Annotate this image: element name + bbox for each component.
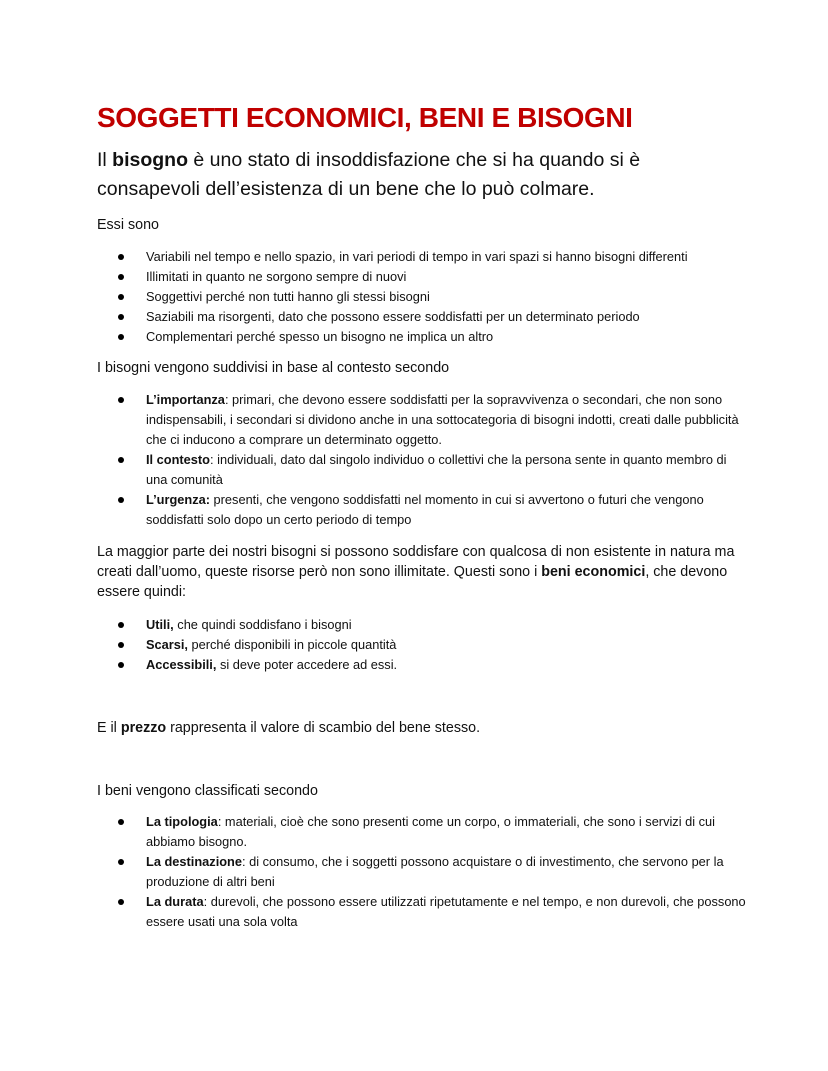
list-item: Utili, che quindi soddisfano i bisogni [97,615,747,635]
bullet-icon [118,457,124,463]
list-item: Accessibili, si deve poter accedere ad essi. [97,655,747,675]
beni-properties-list [97,615,747,675]
list-item: Soggettivi perché non tutti hanno gli stessi bisogni [97,287,747,307]
intro-pre: Il [97,149,113,171]
intro-post: è uno stato di insoddisfazione che si ha quando si è consapevoli dell’esistenza di un bene che lo può colmare. [97,149,641,200]
bullet-icon [118,274,124,280]
bullet-icon [118,254,124,260]
bullet-icon [118,662,124,668]
classification-intro: I beni vengono classificati secondo [97,783,318,799]
bullet-icon [118,642,124,648]
essi-sono-label: Essi sono [97,217,159,233]
list-item: Complementari perché spesso un bisogno ne implica un altro [97,327,747,347]
subdivision-list [97,390,747,530]
document-title: SOGGETTI ECONOMICI, BENI E BISOGNI [97,102,633,133]
bullet-icon [118,819,124,825]
beni-paragraph: La maggior parte dei nostri bisogni si possono soddisfare con qualcosa di non esistente in natura ma creati dall’uomo, queste risorse però non sono illimitate. Questi sono i beni economici, che devono essere quindi: [97,544,735,600]
bullet-icon [118,334,124,340]
list-item: Il contesto: individuali, dato dal singolo individuo o collettivi che la persona sente in quanto membro di una comunità [97,450,747,490]
list-item: La tipologia: materiali, cioè che sono presenti come un corpo, o immateriali, che sono i servizi di cui abbiamo bisogno. [97,812,747,852]
classification-list [97,812,747,932]
bullet-icon [118,397,124,403]
bullet-icon [118,899,124,905]
list-item: L’urgenza: presenti, che vengono soddisfatti nel momento in cui si avvertono o futuri che vengono soddisfatti solo dopo un certo periodo di tempo [97,490,747,530]
list-item: L’importanza: primari, che devono essere soddisfatti per la sopravvivenza o secondari, che non sono indispensabili, i secondari si dividono anche in una sottocategoria di bisogni indotti, creati dalle pubblicità che ci inducono a comprare un determinato oggetto. [97,390,747,450]
list-item: Saziabili ma risorgenti, dato che possono essere soddisfatti per un determinato periodo [97,307,747,327]
list-item: Scarsi, perché disponibili in piccole quantità [97,635,747,655]
intro-bold: bisogno [112,149,188,171]
subdivision-intro: I bisogni vengono suddivisi in base al contesto secondo [97,360,450,376]
list-item: La durata: durevoli, che possono essere utilizzati ripetutamente e nel tempo, e non durevoli, che possono essere usati una sola volta [97,892,747,932]
bullet-icon [118,497,124,503]
bullet-icon [118,622,124,628]
bullet-icon [118,294,124,300]
list-item: La destinazione: di consumo, che i soggetti possono acquistare o di investimento, che servono per la produzione di altri beni [97,852,747,892]
list-item: Variabili nel tempo e nello spazio, in vari periodi di tempo in vari spazi si hanno bisogni differenti [97,247,747,267]
bullet-icon [118,314,124,320]
intro-paragraph [97,146,747,204]
list-item: Illimitati in quanto ne sorgono sempre di nuovi [97,267,747,287]
prezzo-paragraph: E il prezzo rappresenta il valore di scambio del bene stesso. [97,720,481,736]
bullet-icon [118,859,124,865]
document-content [97,98,747,932]
characteristics-list [97,247,747,347]
